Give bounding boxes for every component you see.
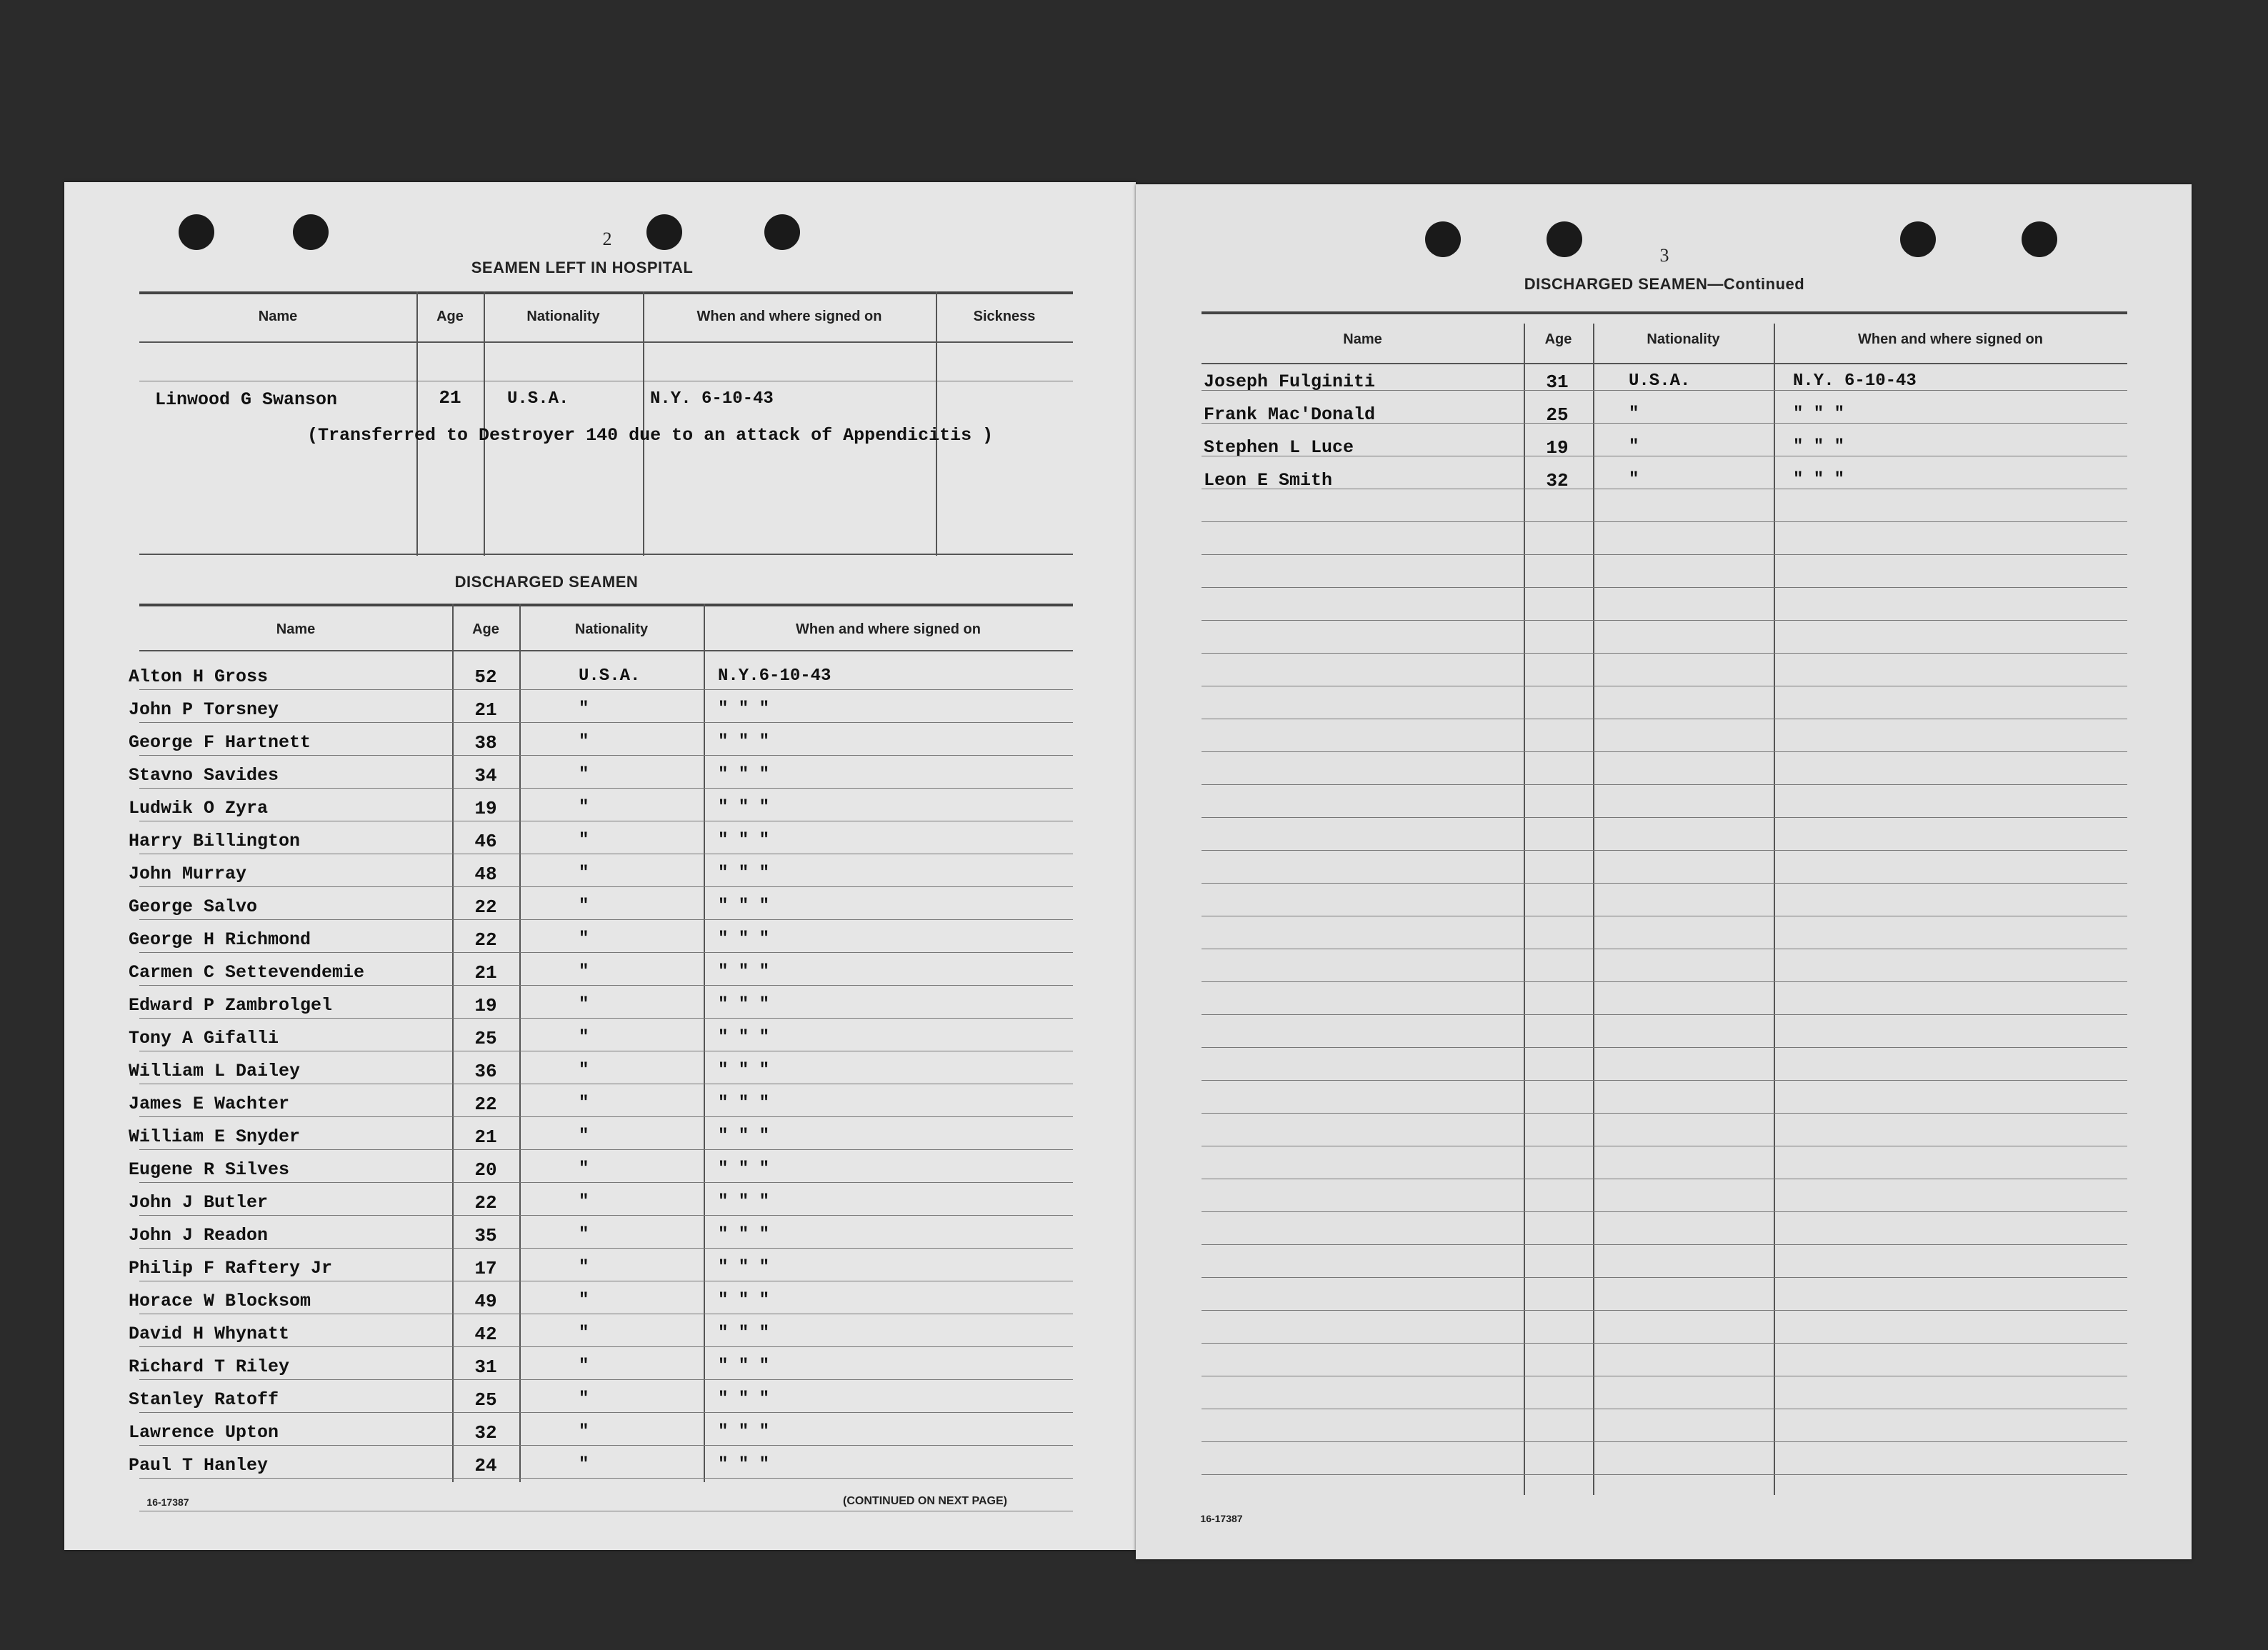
col-header-age: Age — [1544, 331, 1572, 347]
table-cell-signed-on: " " " — [718, 1455, 770, 1474]
table-cell-signed-on: " " " — [718, 1192, 770, 1211]
table-cell-name: Eugene R Silves — [129, 1159, 290, 1180]
ruled-line — [139, 952, 1073, 953]
table-cell-age: 36 — [474, 1061, 497, 1082]
col-header-age: Age — [436, 309, 464, 324]
table-cell-name: Philip F Raftery Jr — [129, 1258, 333, 1279]
page-number: 3 — [1659, 245, 1669, 266]
table-cell-name: John J Readon — [129, 1225, 269, 1246]
table-cell-nationality: " — [579, 1159, 589, 1179]
ruled-line — [1202, 817, 2127, 818]
ruled-line — [1202, 751, 2127, 752]
ruled-line — [1202, 883, 2127, 884]
table-cell-signed-on: " " " — [718, 1389, 770, 1409]
table-cell-nationality: " — [579, 995, 589, 1014]
col-header-age: Age — [472, 621, 499, 637]
table-cell-nationality: " — [579, 1094, 589, 1113]
table-cell-age: 42 — [474, 1324, 497, 1345]
hospital-note: (Transferred to Destroyer 140 due to an attack of Appendicitis ) — [307, 425, 994, 446]
table-cell-name: George Salvo — [129, 896, 258, 917]
table-cell-name: John Murray — [129, 864, 247, 884]
table-cell-nationality: " — [579, 864, 589, 883]
ruled-line — [1202, 784, 2127, 785]
hospital-age: 21 — [439, 387, 461, 409]
table-cell-name: Stavno Savides — [129, 765, 279, 786]
table-cell-nationality: " — [579, 732, 589, 751]
table-cell-nationality: " — [579, 699, 589, 719]
table-cell-nationality: " — [579, 798, 589, 817]
table-cell-name: John P Torsney — [129, 699, 279, 720]
table-cell-name: Edward P Zambrolgel — [129, 995, 333, 1016]
table-cell-name: George H Richmond — [129, 929, 311, 950]
table-cell-age: 31 — [474, 1356, 497, 1378]
table-cell-nationality: " — [579, 765, 589, 784]
table-cell-age: 31 — [1546, 371, 1569, 393]
table-cell-signed-on: " " " — [718, 831, 770, 850]
table-cell-age: 35 — [474, 1225, 497, 1246]
continued-note: (CONTINUED ON NEXT PAGE) — [843, 1495, 1007, 1507]
ruled-line — [1202, 1047, 2127, 1048]
table-cell-name: Richard T Riley — [129, 1356, 290, 1377]
col-header-name: Name — [258, 309, 298, 324]
table-cell-age: 48 — [474, 864, 497, 885]
col-header-nationality: Nationality — [574, 621, 649, 637]
table-cell-age: 24 — [474, 1455, 497, 1476]
ruled-line — [1202, 1441, 2127, 1442]
table-cell-age: 22 — [474, 1094, 497, 1115]
col-header-signed-on: When and where signed on — [696, 309, 882, 324]
table-cell-nationality: " — [1629, 470, 1639, 489]
table-cell-nationality: " — [1629, 437, 1639, 456]
table-cell-nationality: " — [579, 1455, 589, 1474]
ruled-line — [139, 755, 1073, 756]
table-cell-name: James E Wachter — [129, 1094, 290, 1114]
col-header-nationality: Nationality — [526, 309, 600, 324]
table-cell-signed-on: " " " — [718, 765, 770, 784]
discharged-continued-title: DISCHARGED SEAMEN—Continued — [1524, 275, 1805, 293]
table-cell-name: George F Hartnett — [129, 732, 311, 753]
table-cell-signed-on: " " " — [718, 1324, 770, 1343]
table-cell-nationality: " — [579, 1422, 589, 1441]
table-cell-name: Alton H Gross — [129, 666, 269, 687]
table-cell-signed-on: " " " — [718, 1126, 770, 1146]
table-cell-age: 46 — [474, 831, 497, 852]
binder-hole — [764, 214, 800, 250]
col-header-signed-on: When and where signed on — [796, 621, 981, 637]
ruled-line — [139, 985, 1073, 986]
ruled-line — [1202, 1113, 2127, 1114]
table-cell-nationality: " — [579, 1356, 589, 1376]
table-cell-nationality: " — [579, 1324, 589, 1343]
binder-hole — [179, 214, 214, 250]
table-cell-nationality: " — [579, 1225, 589, 1244]
table-cell-nationality: " — [579, 962, 589, 981]
ruled-line — [1202, 1080, 2127, 1081]
table-cell-name: Harry Billington — [129, 831, 301, 851]
table-cell-signed-on: " " " — [1793, 404, 1845, 424]
table-cell-signed-on: N.Y. 6-10-43 — [1793, 371, 1917, 391]
table-cell-signed-on: " " " — [718, 798, 770, 817]
table-cell-signed-on: " " " — [718, 962, 770, 981]
ruled-line — [1202, 1474, 2127, 1475]
left-page — [64, 182, 1136, 1550]
binder-hole — [293, 214, 329, 250]
table-cell-nationality: " — [579, 1028, 589, 1047]
ruled-line — [1202, 1343, 2127, 1344]
table-cell-age: 32 — [474, 1422, 497, 1444]
binder-hole — [2022, 221, 2057, 257]
table-cell-age: 22 — [474, 896, 497, 918]
table-cell-signed-on: " " " — [718, 1094, 770, 1113]
table-cell-age: 49 — [474, 1291, 497, 1312]
ruled-line — [139, 1182, 1073, 1183]
hospital-name: Linwood G Swanson — [155, 389, 338, 410]
table-cell-age: 25 — [474, 1028, 497, 1049]
table-cell-name: Paul T Hanley — [129, 1455, 269, 1476]
table-cell-name: John J Butler — [129, 1192, 269, 1213]
table-cell-nationality: " — [579, 1258, 589, 1277]
table-cell-signed-on: " " " — [718, 896, 770, 916]
page-number: 2 — [602, 229, 612, 249]
table-cell-name: William E Snyder — [129, 1126, 301, 1147]
hospital-section-title: SEAMEN LEFT IN HOSPITAL — [471, 259, 694, 276]
ruled-line — [139, 919, 1073, 920]
table-cell-nationality: U.S.A. — [579, 666, 641, 686]
ruled-line — [1202, 1310, 2127, 1311]
ruled-line — [139, 1149, 1073, 1150]
table-cell-name: David H Whynatt — [129, 1324, 290, 1344]
table-cell-signed-on: " " " — [718, 1225, 770, 1244]
ruled-line — [1202, 587, 2127, 588]
table-cell-name: Stephen L Luce — [1204, 437, 1354, 458]
table-cell-name: Ludwik O Zyra — [129, 798, 269, 819]
form-code: 16-17387 — [1200, 1513, 1243, 1524]
ruled-line — [139, 689, 1073, 690]
ruled-line — [139, 1346, 1073, 1347]
table-cell-nationality: " — [579, 1291, 589, 1310]
table-cell-signed-on: " " " — [718, 1291, 770, 1310]
table-cell-name: Carmen C Settevendemie — [129, 962, 365, 983]
ruled-line — [1202, 981, 2127, 982]
col-header-signed-on: When and where signed on — [1858, 331, 2043, 347]
table-cell-age: 17 — [474, 1258, 497, 1279]
ruled-line — [139, 1248, 1073, 1249]
ruled-line — [139, 1445, 1073, 1446]
table-cell-nationality: " — [579, 896, 589, 916]
table-cell-name: William L Dailey — [129, 1061, 301, 1081]
ruled-line — [139, 1478, 1073, 1479]
ruled-line — [1202, 1244, 2127, 1245]
table-cell-signed-on: " " " — [718, 864, 770, 883]
ruled-line — [139, 788, 1073, 789]
table-cell-age: 19 — [474, 798, 497, 819]
ruled-line — [1202, 850, 2127, 851]
binder-hole — [646, 214, 682, 250]
table-cell-age: 20 — [474, 1159, 497, 1181]
table-cell-name: Horace W Blocksom — [129, 1291, 311, 1311]
table-cell-nationality: " — [579, 1061, 589, 1080]
table-cell-name: Tony A Gifalli — [129, 1028, 279, 1049]
table-cell-signed-on: " " " — [1793, 470, 1845, 489]
ruled-line — [139, 1116, 1073, 1117]
table-cell-age: 25 — [1546, 404, 1569, 426]
ruled-line — [1202, 1211, 2127, 1212]
ruled-line — [139, 1412, 1073, 1413]
col-header-name: Name — [1343, 331, 1382, 347]
table-cell-signed-on: " " " — [718, 699, 770, 719]
table-cell-nationality: " — [579, 1192, 589, 1211]
table-cell-age: 25 — [474, 1389, 497, 1411]
table-cell-name: Frank Mac'Donald — [1204, 404, 1376, 425]
hospital-signed-on: N.Y. 6-10-43 — [650, 389, 774, 409]
ruled-line — [139, 1379, 1073, 1380]
ruled-line — [1202, 1277, 2127, 1278]
binder-hole — [1425, 221, 1461, 257]
table-cell-age: 21 — [474, 1126, 497, 1148]
table-cell-nationality: " — [579, 1389, 589, 1409]
col-header-name: Name — [276, 621, 316, 637]
table-cell-nationality: U.S.A. — [1629, 371, 1691, 391]
table-cell-name: Lawrence Upton — [129, 1422, 279, 1443]
hospital-nationality: U.S.A. — [507, 389, 569, 409]
table-cell-nationality: " — [579, 831, 589, 850]
table-cell-age: 22 — [474, 929, 497, 951]
table-cell-age: 21 — [474, 699, 497, 721]
ruled-line — [1202, 620, 2127, 621]
table-cell-nationality: " — [579, 1126, 589, 1146]
form-code: 16-17387 — [146, 1496, 189, 1508]
table-cell-signed-on: " " " — [718, 1258, 770, 1277]
col-header-nationality: Nationality — [1647, 331, 1720, 347]
table-cell-signed-on: " " " — [718, 995, 770, 1014]
table-cell-signed-on: " " " — [718, 1159, 770, 1179]
ruled-line — [139, 886, 1073, 887]
table-cell-signed-on: " " " — [718, 1061, 770, 1080]
table-cell-name: Leon E Smith — [1204, 470, 1333, 491]
table-cell-age: 19 — [1546, 437, 1569, 459]
table-cell-age: 19 — [474, 995, 497, 1016]
ruled-line — [139, 1215, 1073, 1216]
table-cell-age: 22 — [474, 1192, 497, 1214]
col-header-sickness: Sickness — [973, 309, 1036, 324]
ruled-line — [139, 722, 1073, 723]
table-cell-age: 34 — [474, 765, 497, 786]
table-cell-nationality: " — [579, 929, 589, 949]
right-page — [1136, 184, 2192, 1559]
table-cell-age: 21 — [474, 962, 497, 984]
ruled-line — [1202, 521, 2127, 522]
table-cell-name: Stanley Ratoff — [129, 1389, 279, 1410]
table-cell-age: 38 — [474, 732, 497, 754]
table-cell-nationality: " — [1629, 404, 1639, 424]
table-cell-signed-on: " " " — [718, 1422, 770, 1441]
table-cell-age: 32 — [1546, 470, 1569, 491]
ruled-line — [1202, 1014, 2127, 1015]
table-cell-name: Joseph Fulginiti — [1204, 371, 1376, 392]
ruled-line — [1202, 554, 2127, 555]
table-cell-signed-on: " " " — [718, 1028, 770, 1047]
table-cell-signed-on: " " " — [718, 1356, 770, 1376]
table-cell-signed-on: " " " — [718, 732, 770, 751]
discharged-section-title: DISCHARGED SEAMEN — [454, 573, 639, 591]
ruled-line — [1202, 653, 2127, 654]
binder-hole — [1547, 221, 1582, 257]
ruled-line — [139, 1018, 1073, 1019]
table-cell-age: 52 — [474, 666, 497, 688]
table-cell-signed-on: N.Y.6-10-43 — [718, 666, 831, 686]
table-cell-signed-on: " " " — [1793, 437, 1845, 456]
binder-hole — [1900, 221, 1936, 257]
table-cell-signed-on: " " " — [718, 929, 770, 949]
